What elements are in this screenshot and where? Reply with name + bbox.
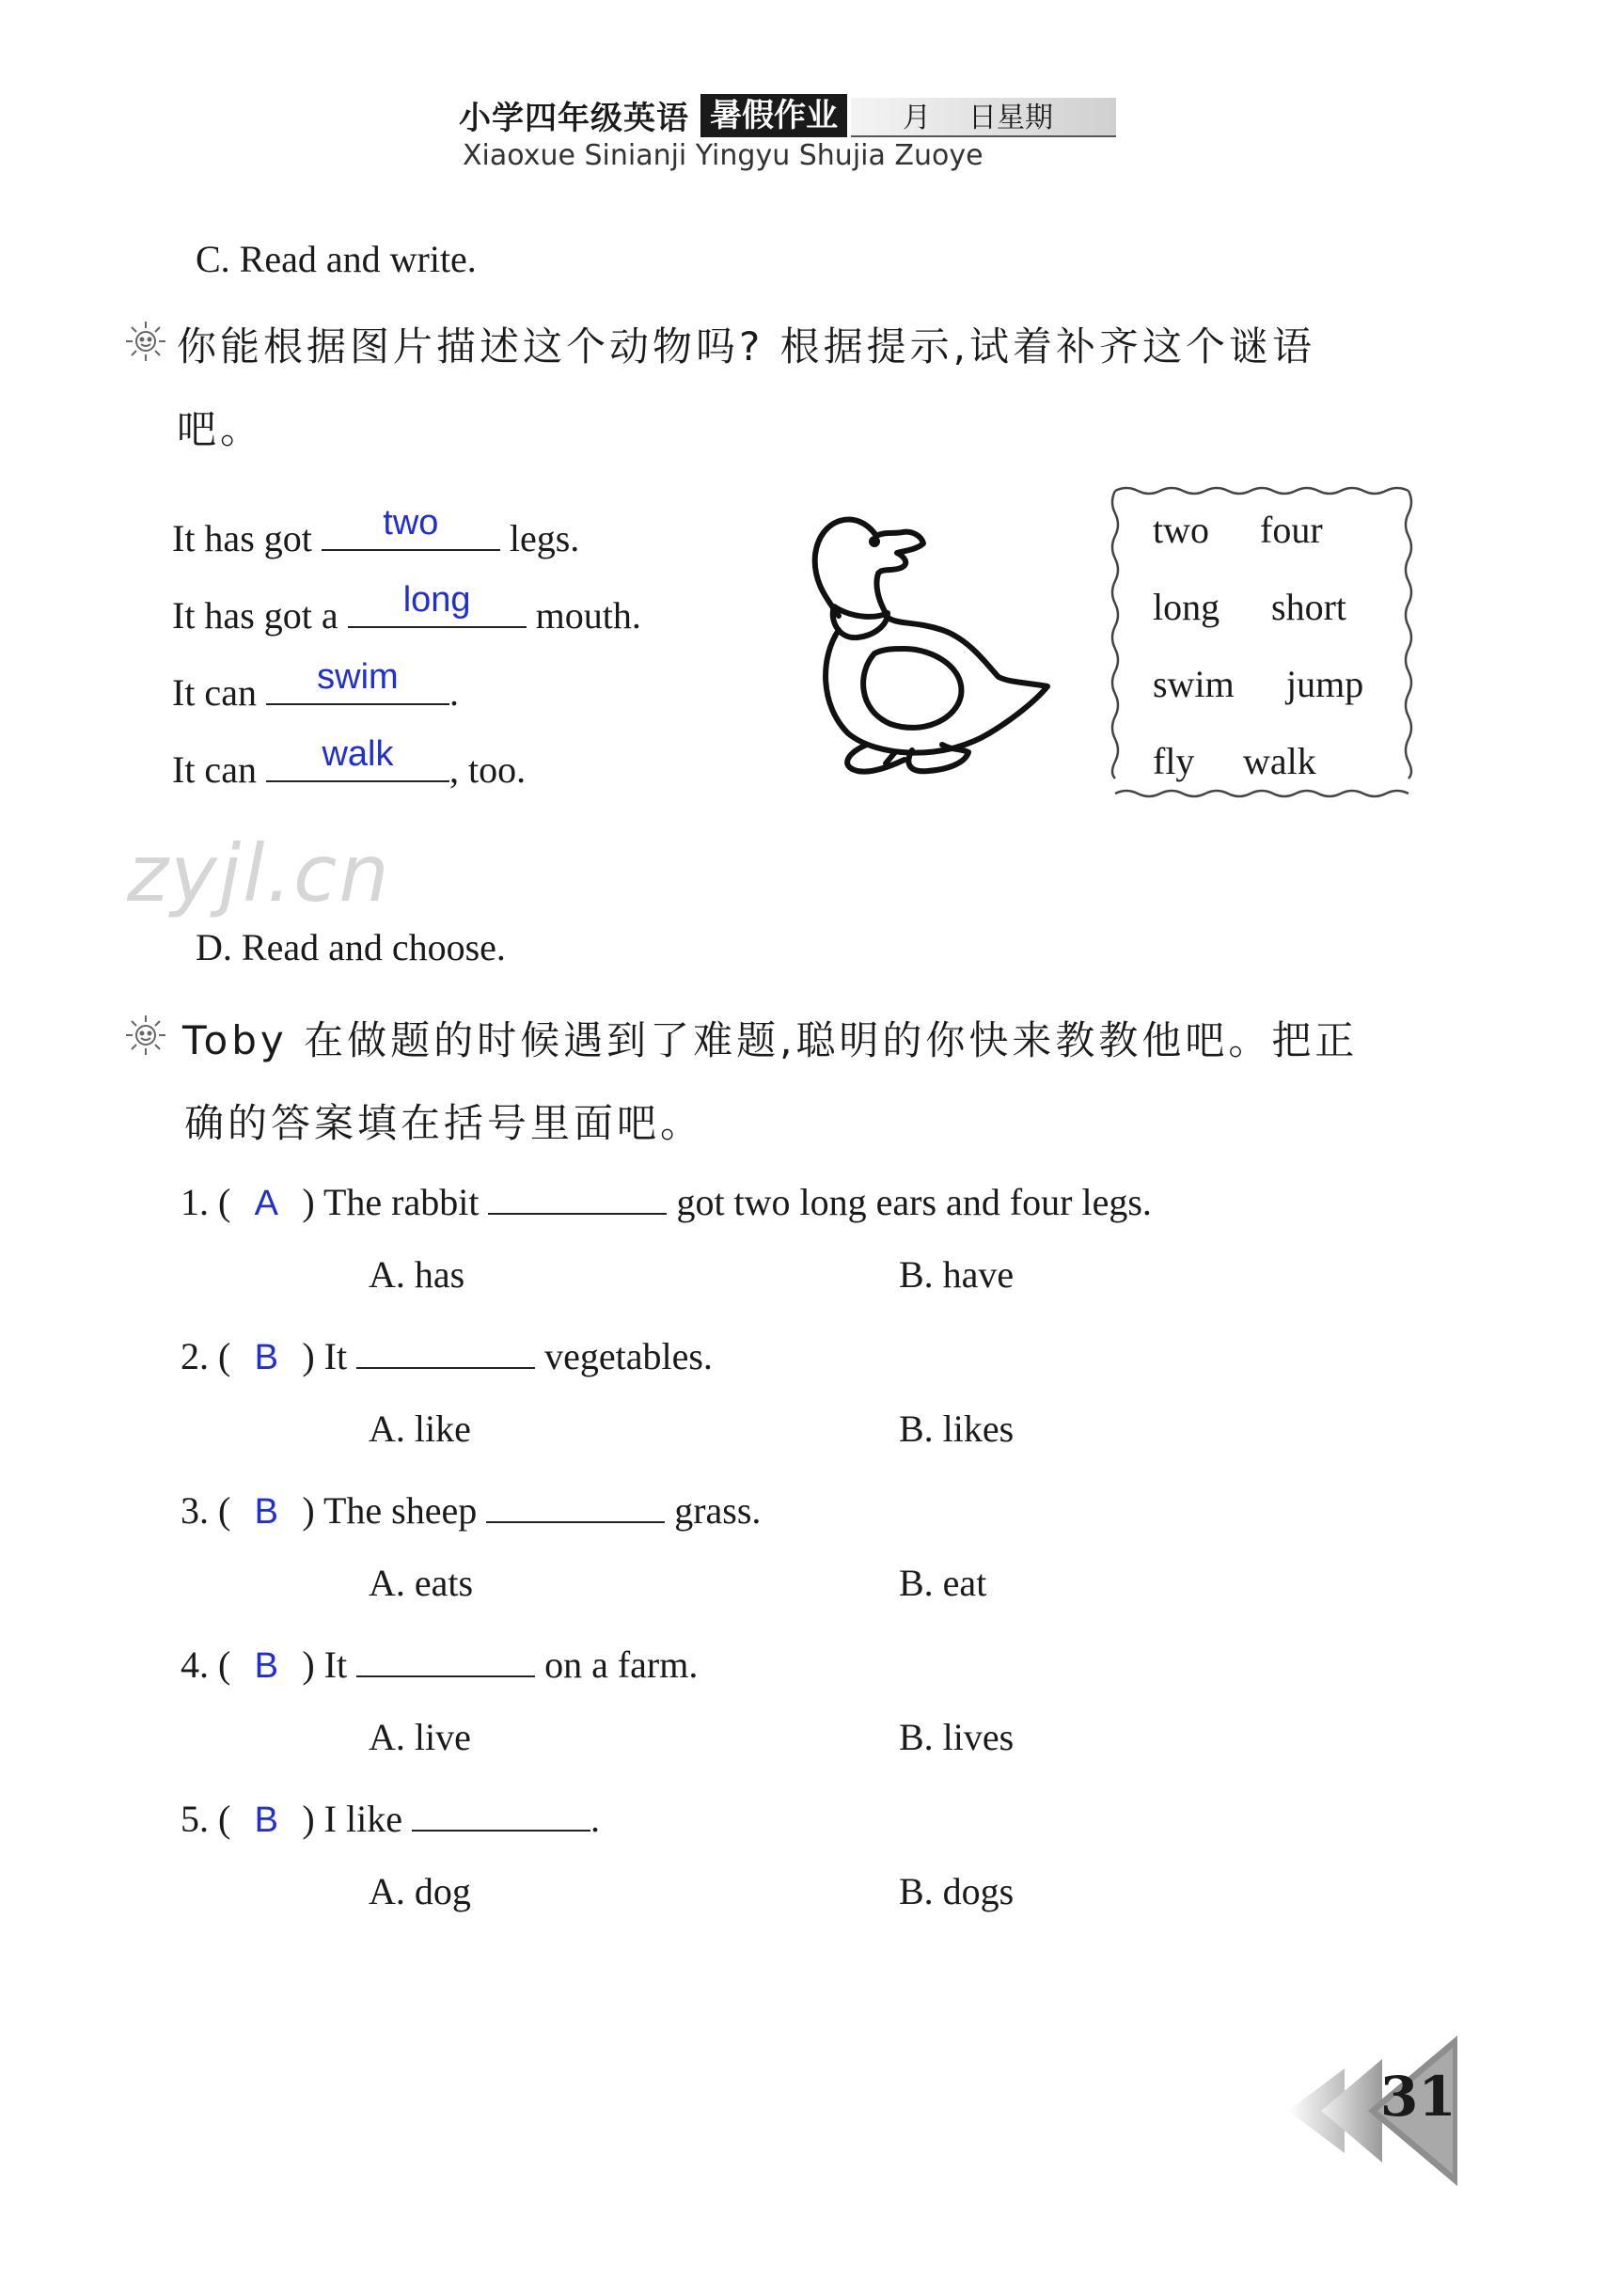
riddle-line-2: It has got a long mouth. <box>172 580 641 637</box>
section-d-instruction-cont: 确的答案填在括号里面吧。 <box>184 1100 704 1146</box>
section-d-instruction: Toby 在做题的时候遇到了难题,聪明的你快来教教他吧。把正 <box>182 1017 1359 1063</box>
word-bank-item: jump <box>1286 663 1364 705</box>
option-b[interactable]: B. lives <box>899 1716 1015 1758</box>
riddle-line-1: It has got two legs. <box>172 503 580 559</box>
option-b[interactable]: B. likes <box>899 1407 1015 1450</box>
header-title: 小学四年级英语 <box>459 100 689 137</box>
question-blank-3 <box>486 1484 665 1523</box>
header-month: 月 <box>903 102 931 134</box>
header-highlight: 暑假作业 <box>700 94 847 137</box>
word-bank-item: swim <box>1153 663 1235 705</box>
section-c-heading: C. Read and write. <box>196 238 477 280</box>
riddle-answer-3: swim <box>317 657 399 697</box>
answer-bracket-3[interactable]: B <box>254 1492 278 1532</box>
header-day-week: 日星期 <box>968 102 1053 134</box>
riddle-line-4: It can walk , too. <box>172 734 527 791</box>
section-d-heading: D. Read and choose. <box>196 926 506 968</box>
riddle-blank-2[interactable] <box>348 580 527 628</box>
question-1: 1. ( A ) The rabbit got two long ears and four legs. <box>181 1175 1152 1224</box>
option-a[interactable]: A. like <box>369 1407 471 1450</box>
option-b[interactable]: B. eat <box>899 1562 987 1604</box>
word-bank-item: fly <box>1153 740 1195 782</box>
answer-bracket-4[interactable]: B <box>254 1646 278 1686</box>
question-blank-2 <box>356 1329 535 1369</box>
header-pinyin: Xiaoxue Sinianji Yingyu Shujia Zuoye <box>463 139 983 172</box>
question-3: 3. ( B ) The sheep grass. <box>181 1484 761 1533</box>
sun-icon <box>124 320 167 363</box>
question-blank-4 <box>356 1638 535 1677</box>
question-blank-1 <box>488 1175 667 1215</box>
word-bank-item: four <box>1260 509 1323 551</box>
option-a[interactable]: A. live <box>369 1716 471 1758</box>
question-blank-5 <box>412 1792 590 1832</box>
option-b[interactable]: B. dogs <box>899 1870 1015 1912</box>
page-number: 31 <box>1380 2065 1456 2129</box>
riddle-answer-2: long <box>402 580 471 620</box>
riddle-blank-1[interactable] <box>322 503 500 551</box>
answer-bracket-5[interactable]: B <box>254 1801 278 1840</box>
option-a[interactable]: A. dog <box>369 1870 471 1912</box>
riddle-blank-4[interactable] <box>266 734 449 782</box>
question-5: 5. ( B ) I like . <box>181 1792 600 1841</box>
section-c-instruction: 你能根据图片描述这个动物吗? 根据提示,试着补齐这个谜语 <box>177 323 1315 370</box>
section-c-instruction-cont: 吧。 <box>177 406 264 452</box>
word-bank-item: short <box>1271 586 1346 628</box>
answer-bracket-2[interactable]: B <box>254 1338 278 1377</box>
question-4: 4. ( B ) It on a farm. <box>181 1638 698 1687</box>
answer-bracket-1[interactable]: A <box>254 1184 278 1223</box>
option-a[interactable]: A. eats <box>369 1562 474 1604</box>
riddle-answer-1: two <box>383 503 439 543</box>
word-bank-item: two <box>1153 509 1209 551</box>
word-bank-item: long <box>1153 586 1220 628</box>
question-2: 2. ( B ) It vegetables. <box>181 1329 713 1378</box>
option-b[interactable]: B. have <box>899 1253 1015 1296</box>
duck-drawing-icon <box>801 498 1055 780</box>
riddle-answer-4: walk <box>322 734 394 774</box>
word-bank-item: walk <box>1243 740 1316 782</box>
riddle-line-3: It can swim . <box>172 657 459 714</box>
option-a[interactable]: A. has <box>369 1253 465 1296</box>
sun-icon <box>124 1014 167 1057</box>
watermark: zyjl.cn <box>127 827 391 920</box>
